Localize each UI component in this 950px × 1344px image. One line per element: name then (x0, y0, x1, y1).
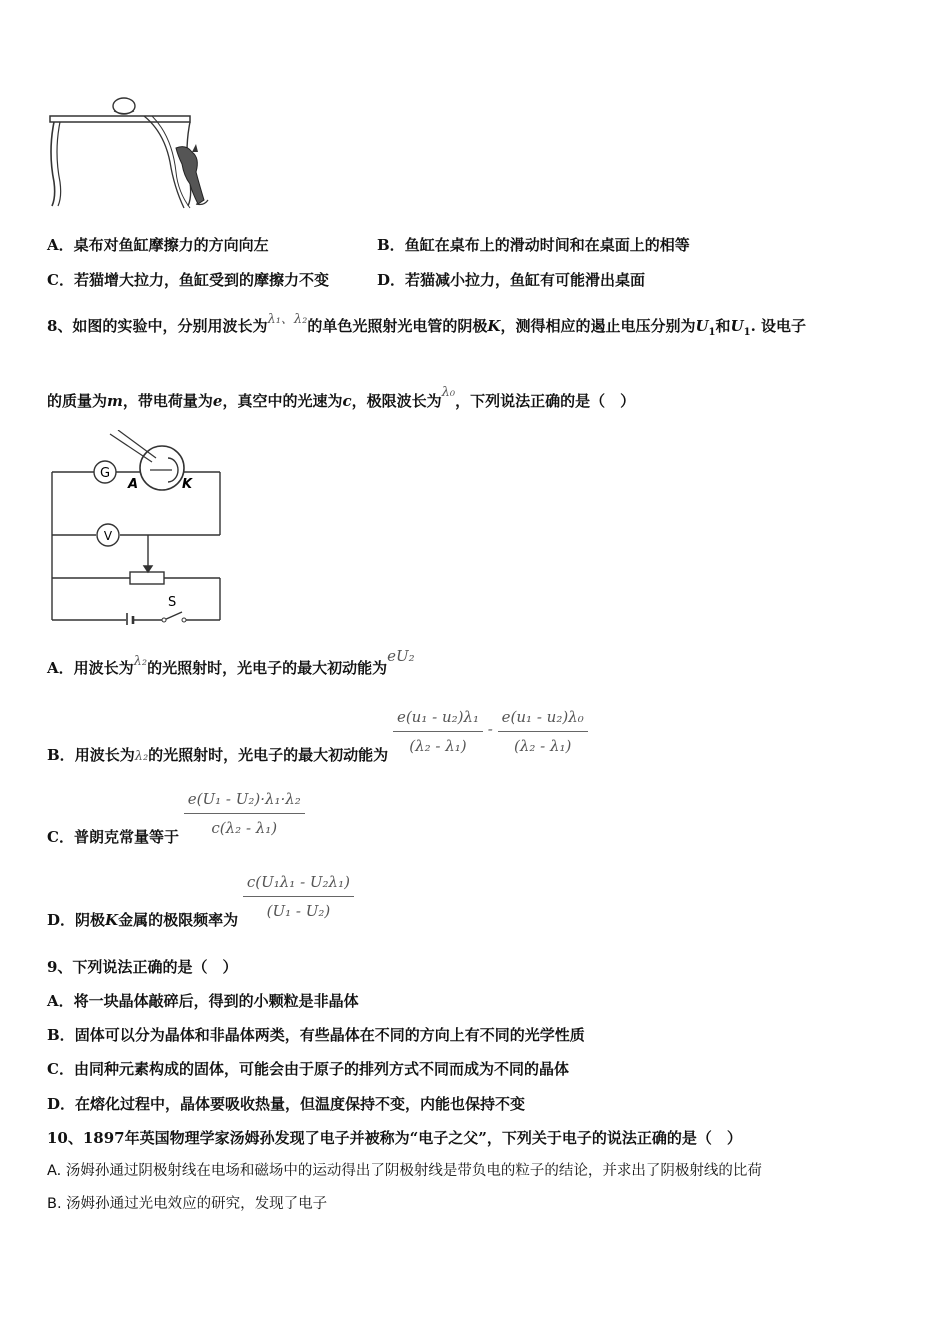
table-leg-left (51, 122, 55, 206)
q7-c-label: C． (47, 271, 74, 289)
q8-stem-line1 (47, 312, 807, 344)
switch-label: S (168, 595, 177, 610)
q8-b-den2: (λ₂ - λ₁) (498, 731, 588, 757)
q8-b-num1: e(u₁ - u₂)λ₁ (396, 708, 480, 726)
q8-c-fraction (184, 788, 305, 839)
anode-label: A (128, 477, 139, 492)
photoelectric-circuit-figure (44, 430, 234, 625)
q8-stem2-text3: ，真空中的光速为 (222, 392, 343, 410)
q7-row-ab (47, 234, 690, 256)
q8-d-k: K (105, 910, 119, 929)
q8-c-label: C． (47, 827, 74, 846)
q8-k: K (487, 317, 501, 335)
q8-d-den: (U₁ - U₂) (243, 896, 354, 922)
q9-option-c (47, 1058, 569, 1080)
q8-m: m (107, 392, 123, 410)
q8-stem-text4: . 设电子 (750, 317, 807, 335)
q8-lambda1: λ₁ (267, 312, 281, 327)
q9-c-label: C． (47, 1060, 74, 1078)
q7-option-c: 若猫增大拉力，鱼缸受到的摩擦力不变 (73, 271, 329, 289)
q8-a-text1: 用波长为 (73, 659, 134, 677)
q8-d-text2: 金属的极限频率为 (118, 910, 239, 929)
q8-stem2-text1: 的质量为 (47, 392, 108, 410)
q9-option-a (47, 990, 359, 1012)
q8-b-den1: (λ₂ - λ₁) (393, 731, 483, 757)
q8-c-den: c(λ₂ - λ₁) (184, 813, 305, 839)
q8-e: e (212, 392, 223, 410)
q7-option-d: 若猫减小拉力，鱼缸有可能滑出桌面 (405, 271, 646, 289)
q7-row-cd (47, 269, 646, 291)
q8-c: c (342, 392, 352, 410)
q7-a-label: A． (47, 236, 74, 254)
q9-option-b (47, 1024, 585, 1046)
q8-and: 和 (715, 317, 731, 335)
q9-d-label: D． (47, 1095, 76, 1113)
q8-option-b (47, 706, 588, 764)
q9-c-text: 由同种元素构成的固体，可能会由于原子的排列方式不同而成为不同的晶体 (73, 1060, 569, 1078)
q8-stem-text: 8、如图的实验中，分别用波长为 (47, 317, 268, 335)
q8-lambda2: λ₂ (293, 312, 308, 327)
q8-d-num: c(U₁λ₁ - U₂λ₁) (246, 873, 350, 891)
q8-d-fraction (243, 871, 354, 922)
table-top (50, 116, 190, 122)
q9-b-text: 固体可以分为晶体和非晶体两类，有些晶体在不同的方向上有不同的光学性质 (74, 1026, 585, 1044)
q8-a-label: A． (47, 659, 74, 677)
voltmeter-label: V (103, 529, 113, 543)
q10-stem: 10、1897年英国物理学家汤姆孙发现了电子并被称为“电子之父”，下列关于电子的说法正确的是（ ） (47, 1129, 742, 1147)
q8-c-text: 普朗克常量等于 (73, 827, 179, 846)
q8-d-text1: 阴极 (75, 910, 106, 929)
cat-tablecloth-figure (44, 92, 234, 214)
q8-b-minus: - (487, 719, 493, 738)
q8-a-text2: 的光照射时，光电子的最大初动能为 (147, 659, 388, 677)
q8-lambda0: λ₀ (441, 385, 456, 400)
q8-option-d (47, 871, 354, 929)
q8-b-num2: e(u₁ - u₂)λ₀ (501, 708, 584, 726)
q8-sep: 、 (280, 312, 294, 327)
tablecloth (144, 116, 184, 208)
q7-d-label: D． (377, 271, 406, 289)
q9-stem: 9、下列说法正确的是（ ） (47, 958, 238, 976)
q8-stem-line2 (47, 385, 636, 414)
q8-stem-text3: ，测得相应的遏止电压分别为 (500, 317, 696, 335)
q8-b-label: B． (47, 745, 75, 764)
q8-d-label: D． (47, 910, 76, 929)
q9-a-label: A． (47, 992, 74, 1010)
q8-a-expr: eU₂ (387, 647, 415, 665)
cathode-label: K (182, 477, 193, 492)
q8-stem2-text2: ，带电荷量为 (122, 392, 213, 410)
q8-option-a (47, 647, 415, 681)
q7-b-label: B． (377, 236, 405, 254)
q8-b-fraction1 (393, 706, 483, 757)
q8-b-text1: 用波长为 (74, 745, 135, 764)
q8-stem2-text4: ，极限波长为 (351, 392, 442, 410)
q8-u1-sub: 1 (708, 327, 716, 338)
q8-a-lambda2: λ₂ (133, 654, 148, 669)
galvanometer-label: G (99, 466, 111, 481)
q8-stem2-text5: ，下列说法正确的是（ ） (455, 392, 636, 410)
q10-option-a: A. 汤姆孙通过阴极射线在电场和磁场中的运动得出了阴极射线是带负电的粒子的结论，并求出了阴极射线的比荷 (47, 1163, 762, 1179)
q8-b-lambda2: λ₂ (134, 748, 149, 764)
q9-a-text: 将一块晶体敲碎后，得到的小颗粒是非晶体 (73, 992, 359, 1010)
q8-u1b: U (730, 317, 744, 335)
q8-option-c (47, 788, 305, 846)
q8-stem-text2: 的单色光照射光电管的阴极 (307, 317, 488, 335)
q8-u1b-sub: 1 (743, 327, 751, 338)
q9-d-text: 在熔化过程中，晶体要吸收热量，但温度保持不变，内能也保持不变 (75, 1095, 526, 1113)
q10-option-b: B. 汤姆孙通过光电效应的研究，发现了电子 (47, 1196, 328, 1212)
q7-option-b: 鱼缸在桌布上的滑动时间和在桌面上的相等 (404, 236, 690, 254)
q8-b-fraction2 (498, 706, 588, 757)
q8-c-num: e(U₁ - U₂)·λ₁·λ₂ (187, 790, 301, 808)
q8-u1: U (695, 317, 709, 335)
q9-b-label: B． (47, 1026, 75, 1044)
q8-b-text2: 的光照射时，光电子的最大初动能为 (148, 745, 389, 764)
q9-option-d (47, 1093, 525, 1115)
q7-option-a: 桌布对鱼缸摩擦力的方向向左 (73, 236, 269, 254)
